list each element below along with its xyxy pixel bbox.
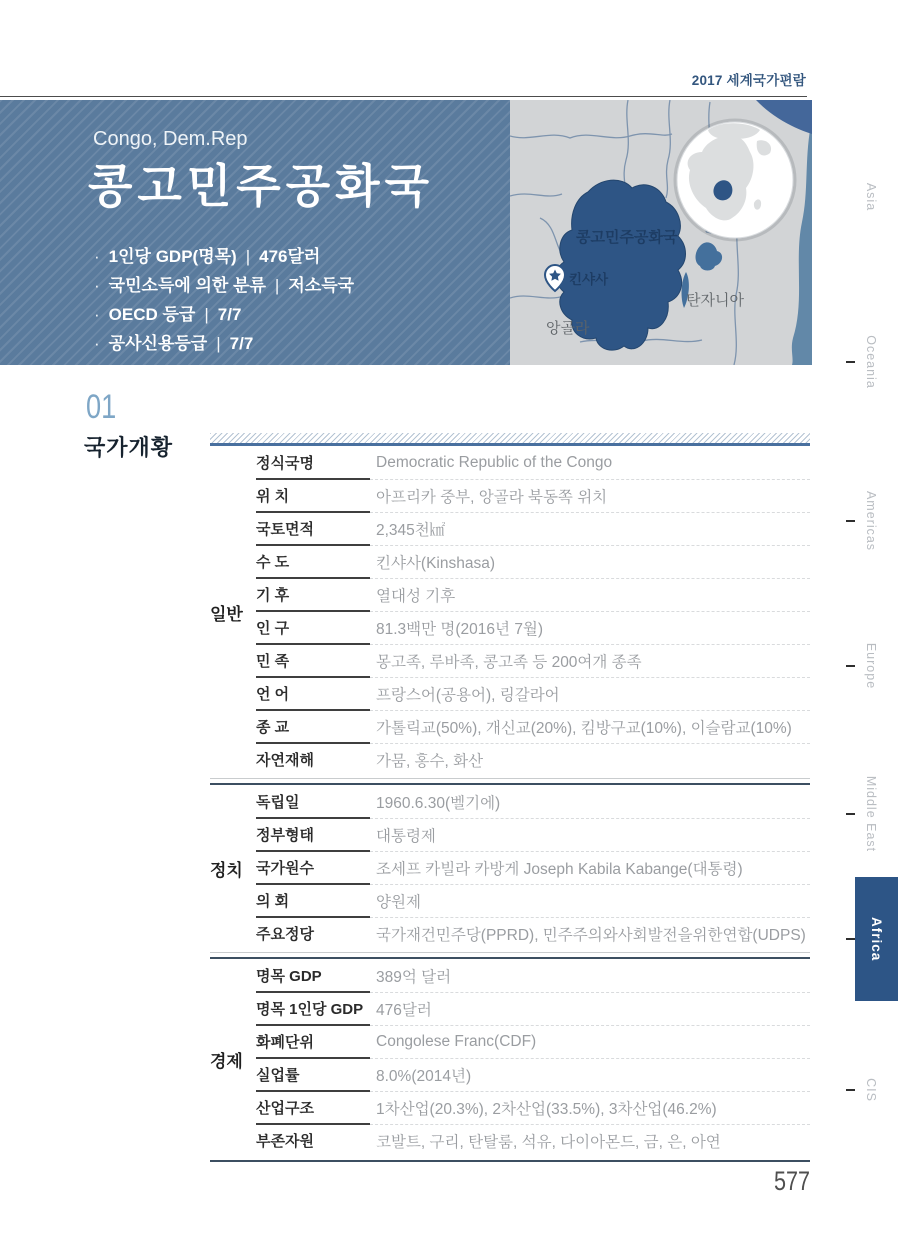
bullet-dot-icon: · [94,276,100,295]
row-label: 부존자원 [256,1133,314,1150]
stat-value: 476달러 [259,247,321,266]
bullet-dot-icon: · [94,247,100,266]
row-label: 명목 GDP [256,960,370,993]
banner-stat [94,242,354,271]
table-group-rows [256,960,810,1158]
stat-value: 저소득국 [288,276,355,295]
overview-table [210,447,810,1162]
section-number: 01 [86,388,117,426]
table-row [256,786,810,819]
tab-tick [846,665,855,667]
row-label: 언 어 [256,678,370,711]
row-value: 가뭄, 홍수, 화산 [376,753,484,770]
row-label: 국가원수 [256,852,370,885]
stat-separator: | [204,305,209,324]
side-tab-middle-east: Middle East [864,775,878,853]
table-row [256,1125,810,1158]
tab-tick [846,361,855,363]
row-label: 실업률 [256,1059,370,1092]
header-rule [0,96,807,97]
tab-tick [846,520,855,522]
tab-tick [846,938,855,940]
side-tab-asia: Asia [864,182,878,212]
row-value: 열대성 기후 [370,579,810,612]
globe-inset [675,120,795,240]
bullet-dot-icon: · [94,305,100,324]
stat-separator: | [274,276,280,295]
group-separator [210,778,810,785]
row-value: 프랑스어(공용어), 링갈라어 [370,678,810,711]
row-value: Congolese Franc(CDF) [370,1026,810,1059]
table-group [210,447,810,777]
row-value: 1차산업(20.3%), 2차산업(33.5%), 3차산업(46.2%) [370,1092,810,1125]
table-row [256,1092,810,1125]
page-number: 577 [774,1166,811,1196]
row-value: 2,345천㎢ [370,513,810,546]
row-value: 1960.6.30(벨기에) [370,786,810,819]
table-row [256,918,810,951]
row-value: 킨샤사(Kinshasa) [370,546,810,579]
row-label: 명목 1인당 GDP [256,993,370,1026]
table-group-label: 경제 [210,1051,243,1071]
row-label: 의 회 [256,885,370,918]
table-group [210,960,810,1158]
table-group [210,786,810,951]
stat-label: 국민소득에 의한 분류 [108,276,266,295]
side-tab-oceania: Oceania [864,335,878,389]
table-group-label: 정치 [210,861,243,880]
bullet-dot-icon: · [94,334,100,353]
table-row [256,852,810,885]
row-value: 아프리카 중부, 앙골라 북동쪽 위치 [370,480,810,513]
table-row [256,480,810,513]
side-tab-africa: Africa [855,877,898,1001]
row-label: 정부형태 [256,819,370,852]
tab-tick [846,813,855,815]
row-value: 476달러 [370,993,810,1026]
row-value: 8.0%(2014년) [370,1059,810,1092]
row-value: 대통령제 [370,819,810,852]
row-label: 자연재해 [256,752,314,769]
table-end-line [210,1160,810,1162]
row-label: 위 치 [256,480,370,513]
row-label: 민 족 [256,645,370,678]
stat-separator: | [216,334,221,353]
row-label: 정식국명 [256,447,370,480]
row-value: 조세프 카빌라 카방게 Joseph Kabila Kabange(대통령) [370,852,810,885]
stat-value: 7/7 [229,334,254,353]
row-value: 81.3백만 명(2016년 7월) [370,612,810,645]
table-group-rows [256,786,810,951]
table-row [256,744,810,777]
row-label: 주요정당 [256,926,314,943]
row-value: 국가재건민주당(PPRD), 민주주의와사회발전을위한연합(UDPS) [376,927,806,944]
stat-label: 1인당 GDP(명목) [108,247,237,266]
table-group-rows [256,447,810,777]
table-top-hatch-bar [210,433,810,446]
banner-stat [94,329,354,358]
table-row [256,819,810,852]
row-label: 기 후 [256,579,370,612]
map-label-capital: 킨샤사 [569,272,609,287]
country-name-ko: 콩고민주공화국 [88,160,435,212]
row-label: 독립일 [256,786,370,819]
map-label-angola: 앙골라 [546,320,590,337]
row-value: 코발트, 구리, 탄탈룸, 석유, 다이아몬드, 금, 은, 아연 [376,1134,721,1151]
group-separator [210,952,810,959]
table-row [256,513,810,546]
row-value: 양원제 [370,885,810,918]
table-row [256,885,810,918]
row-value: 몽고족, 루바족, 콩고족 등 200여개 종족 [370,645,810,678]
row-value: Democratic Republic of the Congo [370,447,810,480]
section-title: 국가개황 [84,435,174,460]
map-label-tanzania: 탄자니아 [686,292,744,309]
tab-tick [846,1089,855,1091]
row-label: 화폐단위 [256,1026,370,1059]
table-row [256,447,810,480]
banner-stat [94,300,354,329]
row-label: 산업구조 [256,1092,370,1125]
stat-label: OECD 등급 [108,305,196,324]
side-tab-europe: Europe [864,642,878,690]
stat-value: 7/7 [217,305,242,324]
stat-separator: | [245,247,251,266]
table-row [256,711,810,744]
side-tab-cis: CIS [864,1078,878,1102]
stat-label: 공사신용등급 [108,334,208,353]
edition-title: 2017 세계국가편람 [691,73,806,88]
row-label: 수 도 [256,546,370,579]
row-label: 인 구 [256,612,370,645]
banner-stats [94,242,354,358]
table-row [256,1059,810,1092]
table-row [256,546,810,579]
row-label: 국토면적 [256,513,370,546]
table-group-label: 일반 [210,604,243,624]
row-value: 가톨릭교(50%), 개신교(20%), 킴방구교(10%), 이슬람교(10%) [370,711,810,744]
banner-stat [94,271,354,300]
table-row [256,1026,810,1059]
table-row [256,960,810,993]
country-name-en: Congo, Dem.Rep [93,128,248,150]
country-banner [0,100,812,365]
location-map [510,100,812,365]
table-row [256,678,810,711]
table-row [256,579,810,612]
side-tab-americas: Americas [864,490,878,552]
map-label-country: 콩고민주공화국 [576,229,678,246]
table-row [256,645,810,678]
table-row [256,993,810,1026]
table-row [256,612,810,645]
row-label: 종 교 [256,711,370,744]
row-value: 389억 달러 [370,960,810,993]
